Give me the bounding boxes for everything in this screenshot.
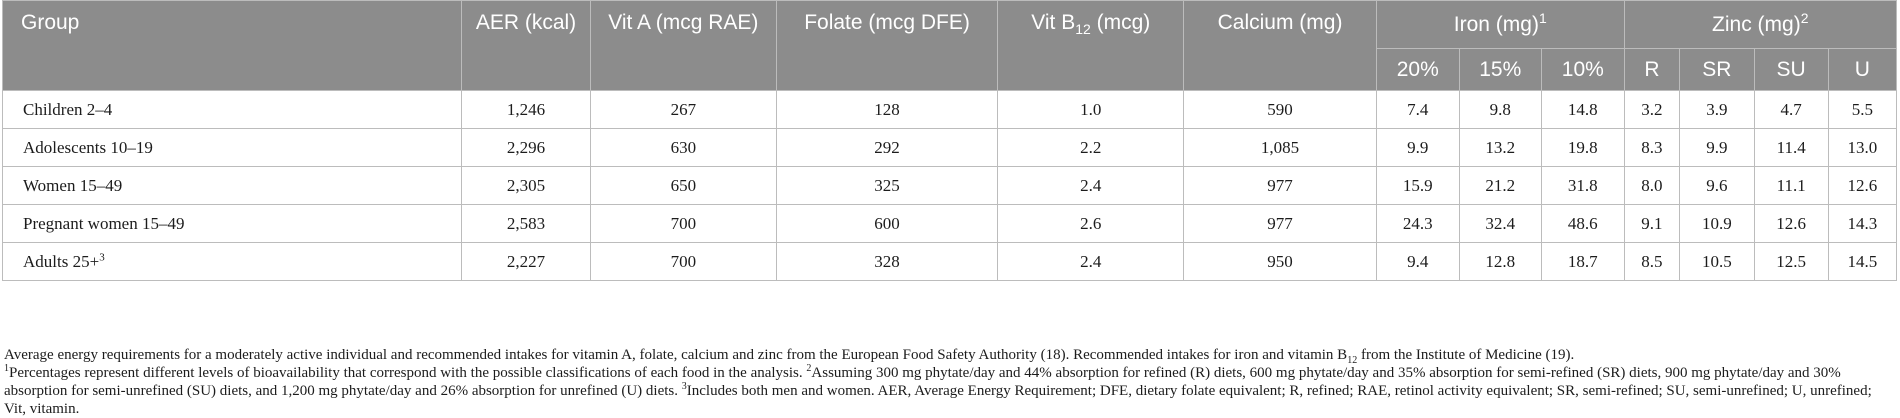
cell-iron-10: 31.8 [1542,167,1625,205]
row-group-name [3,243,462,281]
row-group-label: Adolescents 10–19 [23,137,153,157]
cell-iron-15: 12.8 [1459,243,1542,281]
header-iron-15: 15% [1459,49,1542,91]
cell-iron-10: 14.8 [1542,91,1625,129]
cell-iron-15: 13.2 [1459,129,1542,167]
cell-zinc-u: 14.3 [1828,205,1896,243]
header-zinc-footnote-mark: 2 [1800,9,1809,26]
cell-vit-a: 650 [590,167,776,205]
table-row [3,129,1897,167]
row-footnote-mark: 3 [99,250,105,263]
header-iron [1377,1,1625,49]
header-aer: AER (kcal) [462,1,591,91]
cell-iron-20: 7.4 [1377,91,1460,129]
cell-zinc-u: 12.6 [1828,167,1896,205]
table-header [3,1,1897,91]
cell-iron-15: 32.4 [1459,205,1542,243]
row-group-name [3,205,462,243]
cell-zinc-r: 8.3 [1624,129,1680,167]
cell-calcium: 1,085 [1184,129,1377,167]
footnote-3-mark: 3 [681,381,687,392]
row-group-name [3,91,462,129]
cell-folate: 328 [776,243,998,281]
row-group-name [3,129,462,167]
header-calcium: Calcium (mg) [1184,1,1377,91]
cell-iron-20: 24.3 [1377,205,1460,243]
cell-folate: 600 [776,205,998,243]
cell-vit-a: 267 [590,91,776,129]
cell-calcium: 977 [1184,205,1377,243]
cell-zinc-sr: 10.9 [1680,205,1754,243]
cell-zinc-r: 8.5 [1624,243,1680,281]
header-iron-label: Iron (mg) [1453,12,1539,36]
cell-aer: 2,296 [462,129,591,167]
cell-aer: 2,227 [462,243,591,281]
header-iron-10: 10% [1542,49,1625,91]
row-group-name [3,167,462,205]
cell-calcium: 950 [1184,243,1377,281]
cell-zinc-sr: 9.9 [1680,129,1754,167]
table-row [3,167,1897,205]
footnote-general-text-b: from the Institute of Medicine (19). [1357,347,1575,363]
cell-iron-10: 19.8 [1542,129,1625,167]
cell-iron-20: 15.9 [1377,167,1460,205]
cell-vit-a: 700 [590,205,776,243]
cell-zinc-su: 12.5 [1754,243,1828,281]
cell-zinc-u: 13.0 [1828,129,1896,167]
cell-calcium: 977 [1184,167,1377,205]
table-row [3,205,1897,243]
cell-zinc-su: 4.7 [1754,91,1828,129]
header-vit-b12-suffix: (mcg) [1090,11,1151,34]
cell-vit-b12: 1.0 [998,91,1184,129]
cell-folate: 292 [776,129,998,167]
cell-vit-a: 630 [590,129,776,167]
footnote-1-text: Percentages represent different levels of bioavailability that correspond with the possible classifications of each food in the analysis. [9,365,807,381]
cell-aer: 2,583 [462,205,591,243]
header-zinc-u: U [1828,49,1896,91]
header-vit-b12-sub: 12 [1075,21,1091,38]
cell-vit-b12: 2.2 [998,129,1184,167]
cell-zinc-su: 12.6 [1754,205,1828,243]
cell-vit-b12: 2.6 [998,205,1184,243]
cell-vit-a: 700 [590,243,776,281]
cell-aer: 1,246 [462,91,591,129]
footnote-numbered [4,364,1897,418]
header-iron-20: 20% [1377,49,1460,91]
cell-iron-10: 18.7 [1542,243,1625,281]
header-zinc-su: SU [1754,49,1828,91]
cell-zinc-u: 14.5 [1828,243,1896,281]
cell-iron-10: 48.6 [1542,205,1625,243]
cell-zinc-sr: 3.9 [1680,91,1754,129]
footnote-3-text: Includes both men and women. AER, Average Energy Requirement; DFE, dietary folate equivalent; R, refined; RAE, retinol activity equivalent; SR, semi-refined; SU, semi-unrefined; U, unrefined; Vit, vitamin. [4,383,1872,417]
cell-zinc-r: 8.0 [1624,167,1680,205]
footnote-general-text-a: Average energy requirements for a moderately active individual and recommended intakes for vitamin A, folate, calcium and zinc from the European Food Safety Authority (18). Recommended intakes for iron and vitamin B [4,347,1348,363]
cell-zinc-sr: 10.5 [1680,243,1754,281]
header-zinc [1624,1,1896,49]
header-vit-b12-prefix: Vit B [1031,11,1076,34]
cell-folate: 128 [776,91,998,129]
header-folate: Folate (mcg DFE) [776,1,998,91]
row-group-label: Pregnant women 15–49 [23,213,185,233]
footnote-2-text: Assuming 300 mg phytate/day and 44% absorption for refined (R) diets, 600 mg phytate/day and 35% absorption for semi-refined (SR) diets, 900 mg phytate/day and 30% absorption for semi-unrefined (SU) diets, and 1,200 mg phytate/day and 26% absorption for unrefined (U) diets. [4,365,1841,399]
cell-iron-15: 9.8 [1459,91,1542,129]
nutrient-requirements-table [2,0,1897,281]
cell-zinc-u: 5.5 [1828,91,1896,129]
row-group-label: Children 2–4 [23,99,113,119]
footnote-2-mark: 2 [806,363,812,374]
table-row [3,243,1897,281]
header-vit-b12 [998,1,1184,91]
row-group-label: Women 15–49 [23,175,123,195]
cell-iron-20: 9.4 [1377,243,1460,281]
cell-iron-15: 21.2 [1459,167,1542,205]
footnote-general [4,346,1897,364]
header-group: Group [3,1,462,91]
table-body [3,91,1897,281]
cell-vit-b12: 2.4 [998,243,1184,281]
cell-iron-20: 9.9 [1377,129,1460,167]
cell-zinc-r: 9.1 [1624,205,1680,243]
header-iron-footnote-mark: 1 [1538,9,1547,26]
cell-vit-b12: 2.4 [998,167,1184,205]
cell-zinc-su: 11.4 [1754,129,1828,167]
cell-aer: 2,305 [462,167,591,205]
table-footnotes [4,346,1897,418]
cell-zinc-sr: 9.6 [1680,167,1754,205]
header-zinc-sr: SR [1680,49,1754,91]
header-zinc-r: R [1624,49,1680,91]
cell-folate: 325 [776,167,998,205]
header-row-top [3,1,1897,49]
header-vit-a: Vit A (mcg RAE) [590,1,776,91]
cell-zinc-su: 11.1 [1754,167,1828,205]
row-group-label: Adults 25+ [23,251,100,271]
cell-zinc-r: 3.2 [1624,91,1680,129]
table-row [3,91,1897,129]
cell-calcium: 590 [1184,91,1377,129]
header-zinc-label: Zinc (mg) [1712,12,1801,36]
footnote-general-sub: 12 [1347,355,1358,366]
footnote-1-mark: 1 [4,363,9,374]
